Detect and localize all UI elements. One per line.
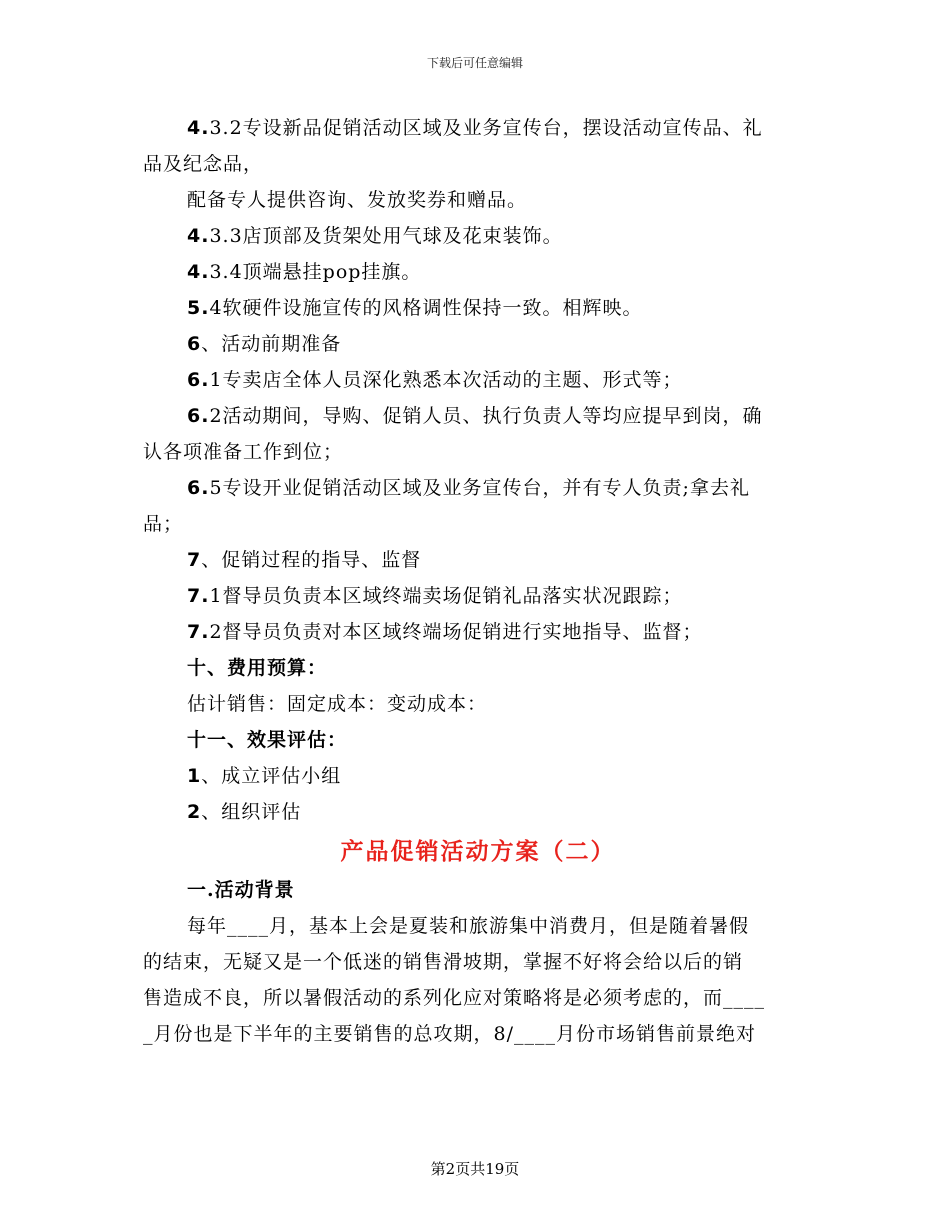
line-text: 3.4顶端悬挂pop挂旗。 (209, 261, 422, 283)
line-text: 1专卖店全体人员深化熟悉本次活动的主题、形式等； (209, 369, 683, 391)
line-text: 3.3店顶部及货架处用气球及花束装饰。 (209, 225, 563, 247)
text-line (143, 290, 813, 326)
section-title: 产品促销活动方案（二） (340, 838, 616, 865)
document-body (143, 110, 813, 1052)
text-line (143, 506, 813, 542)
text-line (143, 1016, 813, 1052)
line-text: 、组织评估 (201, 801, 302, 823)
text-line (143, 110, 813, 146)
text-line (143, 872, 813, 908)
line-number: 7 (187, 549, 202, 571)
line-text: 估计销售：固定成本：变动成本： (187, 693, 488, 715)
line-number: 6 (187, 333, 202, 355)
text-line (143, 944, 813, 980)
text-line (143, 794, 813, 830)
page-header: 下载后可任意编辑 (426, 56, 523, 70)
line-number: 6. (187, 477, 210, 499)
line-text: 品； (143, 513, 184, 535)
line-text: 配备专人提供咨询、发放奖券和赠品。 (187, 189, 528, 211)
line-number: 6. (187, 369, 210, 391)
text-line (143, 578, 813, 614)
text-line (143, 182, 813, 218)
text-line (143, 146, 813, 182)
line-number: 4. (187, 261, 210, 283)
line-text: 一.活动背景 (187, 879, 295, 901)
text-line (143, 362, 813, 398)
text-line (143, 218, 813, 254)
page-footer: 第2页共19页 (430, 1160, 520, 1178)
line-text: 认各项准备工作到位； (143, 441, 344, 463)
text-line (143, 758, 813, 794)
line-text: 品及纪念品， (143, 153, 264, 175)
line-text: 、成立评估小组 (201, 765, 342, 787)
line-text: 的结束，无疑又是一个低迷的销售滑坡期，掌握不好将会给以后的销 (143, 951, 744, 973)
line-text: 十、费用预算： (187, 657, 328, 679)
line-number: 7. (187, 585, 210, 607)
section-two (143, 872, 813, 1052)
text-line (143, 542, 813, 578)
line-number: 5. (187, 297, 210, 319)
line-text: 1督导员负责本区域终端卖场促销礼品落实状况跟踪； (209, 585, 683, 607)
text-line (143, 470, 813, 506)
line-text: 售造成不良，所以暑假活动的系列化应对策略将是必须考虑的，而____ (143, 987, 766, 1009)
section-one (143, 110, 813, 830)
text-line (143, 614, 813, 650)
line-number: 2 (187, 801, 202, 823)
line-number: 7. (187, 621, 210, 643)
text-line (143, 980, 813, 1016)
line-text: 2督导员负责对本区域终端场促销进行实地指导、监督； (209, 621, 703, 643)
line-text: 每年____月，基本上会是夏装和旅游集中消费月，但是随着暑假 (187, 915, 750, 937)
line-text: _月份也是下半年的主要销售的总攻期，8/____月份市场销售前景绝对 (143, 1023, 756, 1045)
text-line (143, 254, 813, 290)
line-number: 4. (187, 225, 210, 247)
text-line (143, 722, 813, 758)
text-line (143, 650, 813, 686)
line-number: 1 (187, 765, 202, 787)
text-line (143, 434, 813, 470)
line-text: 3.2专设新品促销活动区域及业务宣传台，摆设活动宣传品、礼 (209, 117, 763, 139)
line-number: 6. (187, 405, 210, 427)
line-text: 4软硬件设施宣传的风格调性保持一致。相辉映。 (209, 297, 643, 319)
text-line (143, 398, 813, 434)
line-text: 十一、效果评估： (187, 729, 348, 751)
line-text: 5专设开业促销活动区域及业务宣传台，并有专人负责;拿去礼 (209, 477, 750, 499)
line-text: 、活动前期准备 (201, 333, 342, 355)
line-text: 2活动期间，导购、促销人员、执行负责人等均应提早到岗，确 (209, 405, 763, 427)
text-line (143, 908, 813, 944)
text-line (143, 326, 813, 362)
text-line (143, 686, 813, 722)
line-number: 4. (187, 117, 210, 139)
line-text: 、促销过程的指导、监督 (201, 549, 422, 571)
